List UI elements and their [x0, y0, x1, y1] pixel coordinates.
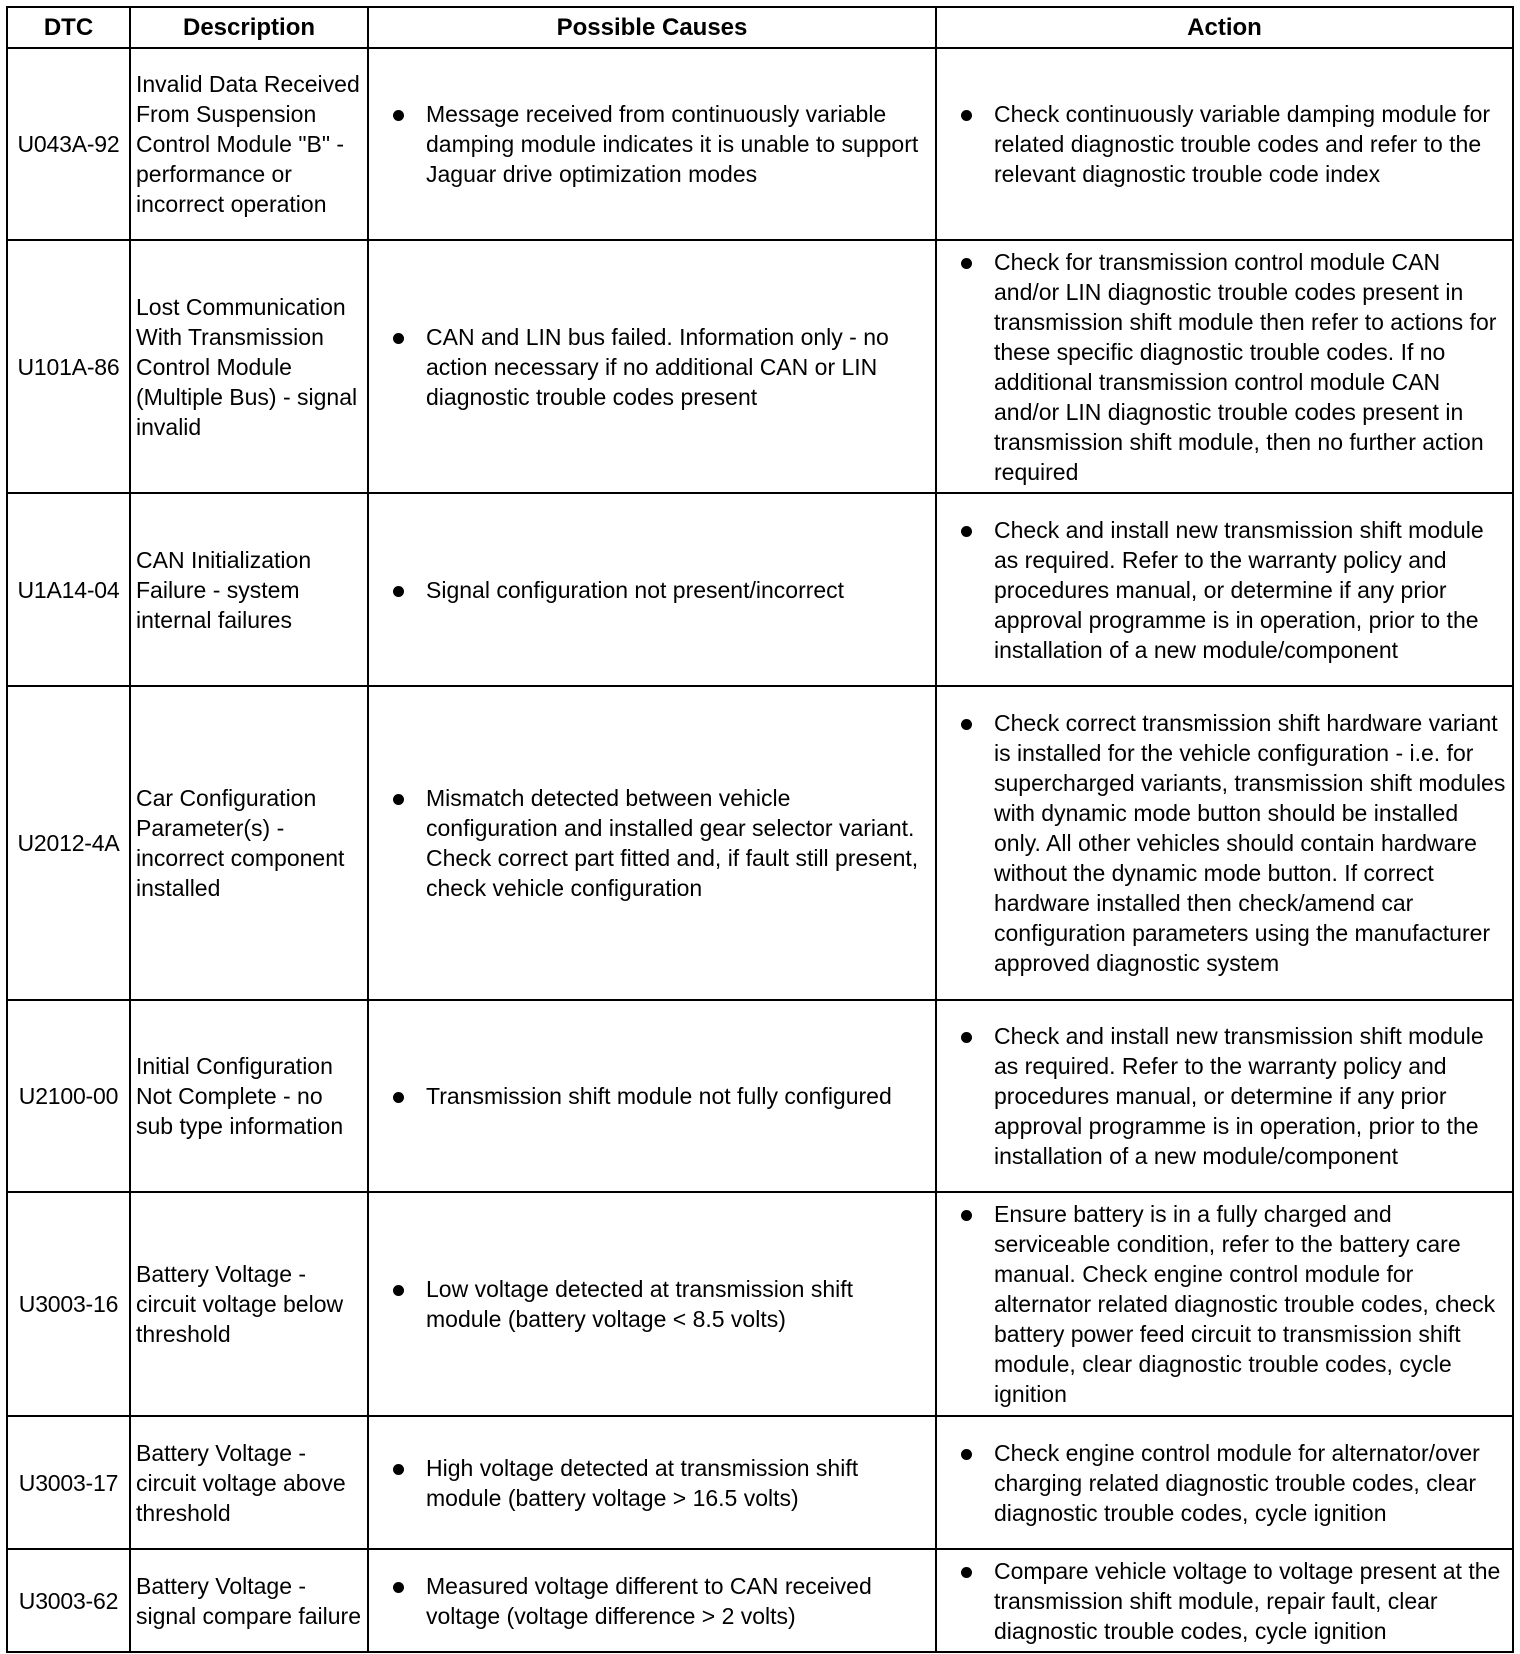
action-text: Check for transmission control module CAN and/or LIN diagnostic trouble codes present in transmission shift module then refer to actions for these specific diagnostic trouble codes. If no additional transmission control module CAN and/or LIN diagnostic trouble codes present in transmission shift module, then no further action required	[994, 248, 1497, 485]
bullet-icon	[393, 1464, 404, 1475]
possible-cause-cell	[368, 48, 936, 240]
dtc-description: Initial Configuration Not Complete - no sub type information	[130, 1000, 368, 1192]
action-cell	[936, 240, 1513, 493]
dtc-code: U2100-00	[7, 1000, 130, 1192]
action-text: Check engine control module for alternator/over charging related diagnostic trouble codes, clear diagnostic trouble codes, cycle ignition	[994, 1439, 1480, 1526]
table-row	[7, 1192, 1513, 1416]
header-row	[7, 7, 1513, 48]
bullet-icon	[961, 110, 972, 121]
bullet-icon	[393, 1285, 404, 1296]
table-row	[7, 1000, 1513, 1192]
dtc-description: Invalid Data Received From Suspension Control Module "B" - performance or incorrect operation	[130, 48, 368, 240]
cause-list-item	[371, 783, 931, 903]
possible-cause-cell	[368, 1549, 936, 1652]
action-list-item	[939, 708, 1512, 978]
action-text: Compare vehicle voltage to voltage present at the transmission shift module, repair fault, clear diagnostic trouble codes, cycle ignition	[994, 1557, 1501, 1644]
bullet-icon	[961, 1449, 972, 1460]
dtc-description: Lost Communication With Transmission Control Module (Multiple Bus) - signal invalid	[130, 240, 368, 493]
bullet-icon	[393, 586, 404, 597]
action-list-item	[939, 515, 1512, 665]
table-row	[7, 493, 1513, 686]
action-list-item	[939, 1199, 1512, 1409]
cause-list-item	[371, 322, 931, 412]
possible-cause-cell	[368, 1416, 936, 1549]
action-cell	[936, 1000, 1513, 1192]
dtc-table	[6, 6, 1514, 1653]
cause-list-item	[371, 1274, 931, 1334]
cause-list-item	[371, 1081, 931, 1111]
table-row	[7, 1549, 1513, 1652]
cause-text: Measured voltage different to CAN received voltage (voltage difference > 2 volts)	[426, 1572, 872, 1629]
action-cell	[936, 1192, 1513, 1416]
possible-cause-cell	[368, 686, 936, 1000]
possible-cause-cell	[368, 1000, 936, 1192]
dtc-code: U101A-86	[7, 240, 130, 493]
bullet-icon	[393, 794, 404, 805]
action-text: Check and install new transmission shift module as required. Refer to the warranty policy and procedures manual, or determine if any prior approval programme is in operation, prior to the installation of a new module/component	[994, 516, 1484, 663]
bullet-icon	[961, 1567, 972, 1578]
possible-cause-cell	[368, 493, 936, 686]
dtc-description: Battery Voltage - signal compare failure	[130, 1549, 368, 1652]
dtc-code: U3003-62	[7, 1549, 130, 1652]
table-row	[7, 240, 1513, 493]
action-cell	[936, 48, 1513, 240]
cause-list-item	[371, 1571, 931, 1631]
header-possible-causes: Possible Causes	[368, 7, 936, 48]
action-cell	[936, 1416, 1513, 1549]
cause-list-item	[371, 1453, 931, 1513]
dtc-code: U043A-92	[7, 48, 130, 240]
bullet-icon	[961, 1032, 972, 1043]
action-list-item	[939, 1021, 1512, 1171]
bullet-icon	[961, 258, 972, 269]
cause-text: Mismatch detected between vehicle configuration and installed gear selector variant. Check correct part fitted and, if fault still present, check vehicle configuration	[426, 785, 919, 901]
dtc-code: U3003-17	[7, 1416, 130, 1549]
cause-text: CAN and LIN bus failed. Information only - no action necessary if no additional CAN or LIN diagnostic trouble codes present	[426, 323, 889, 410]
action-cell	[936, 1549, 1513, 1652]
cause-text: High voltage detected at transmission shift module (battery voltage > 16.5 volts)	[426, 1454, 859, 1511]
action-list-item	[939, 247, 1512, 487]
bullet-icon	[961, 526, 972, 537]
dtc-description: Battery Voltage - circuit voltage below threshold	[130, 1192, 368, 1416]
cause-text: Low voltage detected at transmission shift module (battery voltage < 8.5 volts)	[426, 1276, 854, 1332]
table-body	[7, 48, 1513, 1652]
cause-list-item	[371, 575, 931, 605]
cause-text: Message received from continuously variable damping module indicates it is unable to support Jaguar drive optimization modes	[426, 101, 919, 187]
table-header	[7, 7, 1513, 48]
header-description: Description	[130, 7, 368, 48]
bullet-icon	[961, 719, 972, 730]
dtc-description: Car Configuration Parameter(s) - incorrect component installed	[130, 686, 368, 1000]
header-dtc: DTC	[7, 7, 130, 48]
dtc-code: U2012-4A	[7, 686, 130, 1000]
action-text: Check continuously variable damping module for related diagnostic trouble codes and refer to the relevant diagnostic trouble code index	[994, 101, 1491, 187]
action-text: Check and install new transmission shift module as required. Refer to the warranty policy and procedures manual, or determine if any prior approval programme is in operation, prior to the installation of a new module/component	[994, 1023, 1484, 1169]
bullet-icon	[393, 110, 404, 121]
action-cell	[936, 493, 1513, 686]
header-action: Action	[936, 7, 1513, 48]
dtc-code: U3003-16	[7, 1192, 130, 1416]
action-list-item	[939, 1556, 1512, 1646]
possible-cause-cell	[368, 240, 936, 493]
cause-list-item	[371, 99, 931, 189]
cause-text: Transmission shift module not fully configured	[426, 1083, 892, 1109]
action-list-item	[939, 1438, 1512, 1528]
bullet-icon	[393, 333, 404, 344]
bullet-icon	[961, 1210, 972, 1221]
action-list-item	[939, 99, 1512, 189]
bullet-icon	[393, 1092, 404, 1103]
dtc-description: Battery Voltage - circuit voltage above threshold	[130, 1416, 368, 1549]
dtc-description: CAN Initialization Failure - system internal failures	[130, 493, 368, 686]
cause-text: Signal configuration not present/incorrect	[426, 576, 845, 603]
table-row	[7, 686, 1513, 1000]
bullet-icon	[393, 1582, 404, 1593]
table-row	[7, 1416, 1513, 1549]
possible-cause-cell	[368, 1192, 936, 1416]
table-row	[7, 48, 1513, 240]
dtc-code: U1A14-04	[7, 493, 130, 686]
action-cell	[936, 686, 1513, 1000]
action-text: Check correct transmission shift hardware variant is installed for the vehicle configuration - i.e. for supercharged variants, transmission shift modules with dynamic mode button should be installed only. All other vehicles should contain hardware without the dynamic mode button. If correct hardware installed then check/amend car configuration parameters using the manufacturer approved diagnostic system	[994, 710, 1506, 976]
action-text: Ensure battery is in a fully charged and serviceable condition, refer to the battery care manual. Check engine control module for alternator related diagnostic trouble codes, check battery power feed circuit to transmission shift module, clear diagnostic trouble codes, cycle ignition	[994, 1201, 1496, 1407]
